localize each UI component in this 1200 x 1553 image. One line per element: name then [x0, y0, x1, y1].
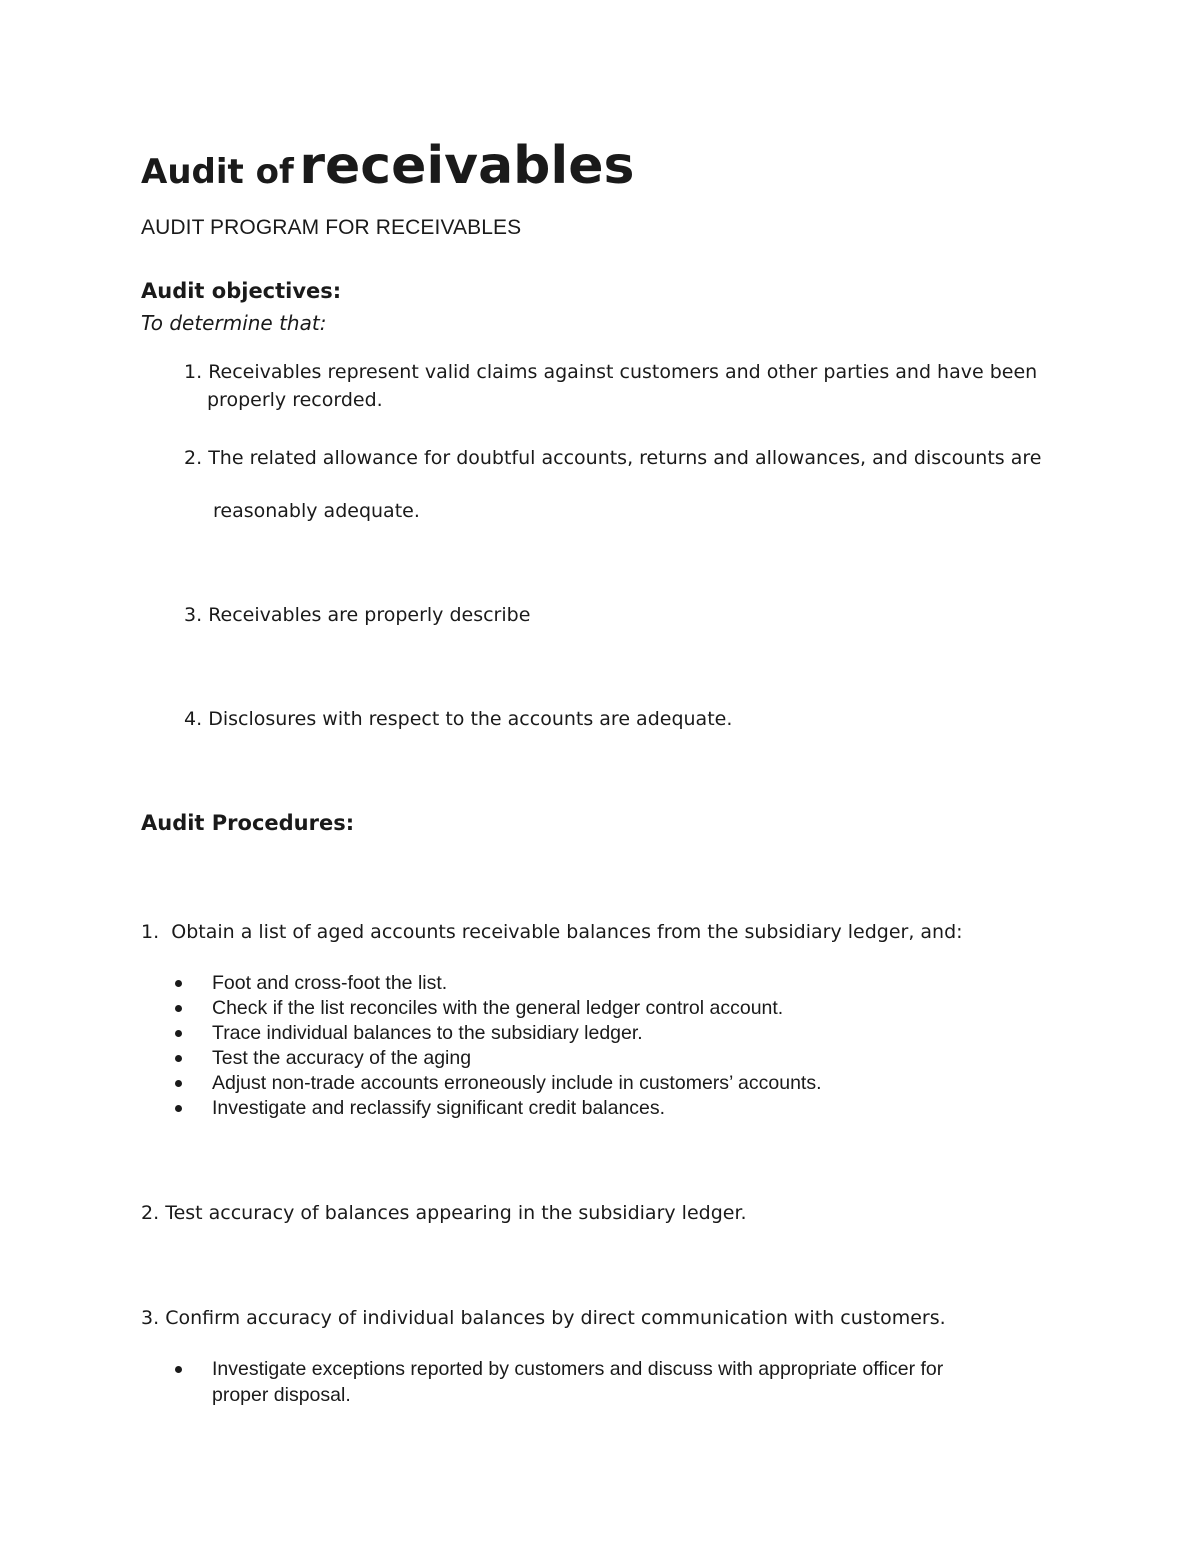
procedure-item-3	[141, 1304, 946, 1332]
bullet-icon	[175, 980, 182, 987]
procedure-item-1	[141, 918, 963, 946]
bullet-icon	[175, 1055, 182, 1062]
procedure-1-bullet-1: Foot and cross-foot the list.	[212, 972, 448, 994]
objective-item-2-cont: reasonably adequate.	[213, 500, 420, 522]
objective-item-2	[184, 444, 1041, 472]
procedure-item-2	[141, 1199, 747, 1227]
procedure-number: 2.	[141, 1202, 160, 1224]
document-title	[141, 136, 635, 196]
procedure-3-bullet-1: Investigate exceptions reported by customers and discuss with appropriate officer for	[212, 1358, 944, 1380]
objectives-heading: Audit objectives:	[141, 279, 342, 303]
objective-item-3	[184, 601, 530, 629]
objective-number: 3.	[184, 604, 203, 626]
procedure-text: Confirm accuracy of individual balances by direct communication with customers.	[165, 1307, 946, 1329]
objective-number: 1.	[184, 361, 203, 383]
procedure-1-bullet-3: Trace individual balances to the subsidiary ledger.	[212, 1022, 643, 1044]
objective-number: 4.	[184, 708, 203, 730]
objective-item-4	[184, 705, 732, 733]
title-prefix: Audit of	[141, 152, 294, 192]
procedure-1-bullet-5: Adjust non-trade accounts erroneously include in customers’ accounts.	[212, 1072, 822, 1094]
bullet-icon	[175, 1005, 182, 1012]
bullet-icon	[175, 1366, 182, 1373]
objective-text: The related allowance for doubtful accounts, returns and allowances, and discounts are	[208, 447, 1042, 469]
bullet-icon	[175, 1105, 182, 1112]
objective-number: 2.	[184, 447, 203, 469]
procedure-number: 3.	[141, 1307, 160, 1329]
objective-text: Disclosures with respect to the accounts are adequate.	[208, 708, 733, 730]
procedure-number: 1.	[141, 921, 160, 943]
procedure-text: Test accuracy of balances appearing in the subsidiary ledger.	[165, 1202, 747, 1224]
procedures-heading: Audit Procedures:	[141, 811, 355, 835]
objectives-intro: To determine that:	[141, 311, 327, 335]
procedure-1-bullet-4: Test the accuracy of the aging	[212, 1047, 472, 1069]
objective-item-1	[184, 358, 1037, 386]
procedure-3-bullet-1-cont: proper disposal.	[212, 1384, 351, 1406]
procedure-text: Obtain a list of aged accounts receivable balances from the subsidiary ledger, and:	[171, 921, 963, 943]
procedure-1-bullet-2: Check if the list reconciles with the general ledger control account.	[212, 997, 784, 1019]
document-subtitle: AUDIT PROGRAM FOR RECEIVABLES	[141, 216, 522, 239]
objective-item-1-cont: properly recorded.	[207, 389, 383, 411]
bullet-icon	[175, 1030, 182, 1037]
bullet-icon	[175, 1080, 182, 1087]
procedure-1-bullet-6: Investigate and reclassify significant credit balances.	[212, 1097, 666, 1119]
objective-text: Receivables represent valid claims against customers and other parties and have been	[208, 361, 1038, 383]
objective-text: Receivables are properly describe	[208, 604, 531, 626]
title-main: receivables	[299, 136, 635, 196]
